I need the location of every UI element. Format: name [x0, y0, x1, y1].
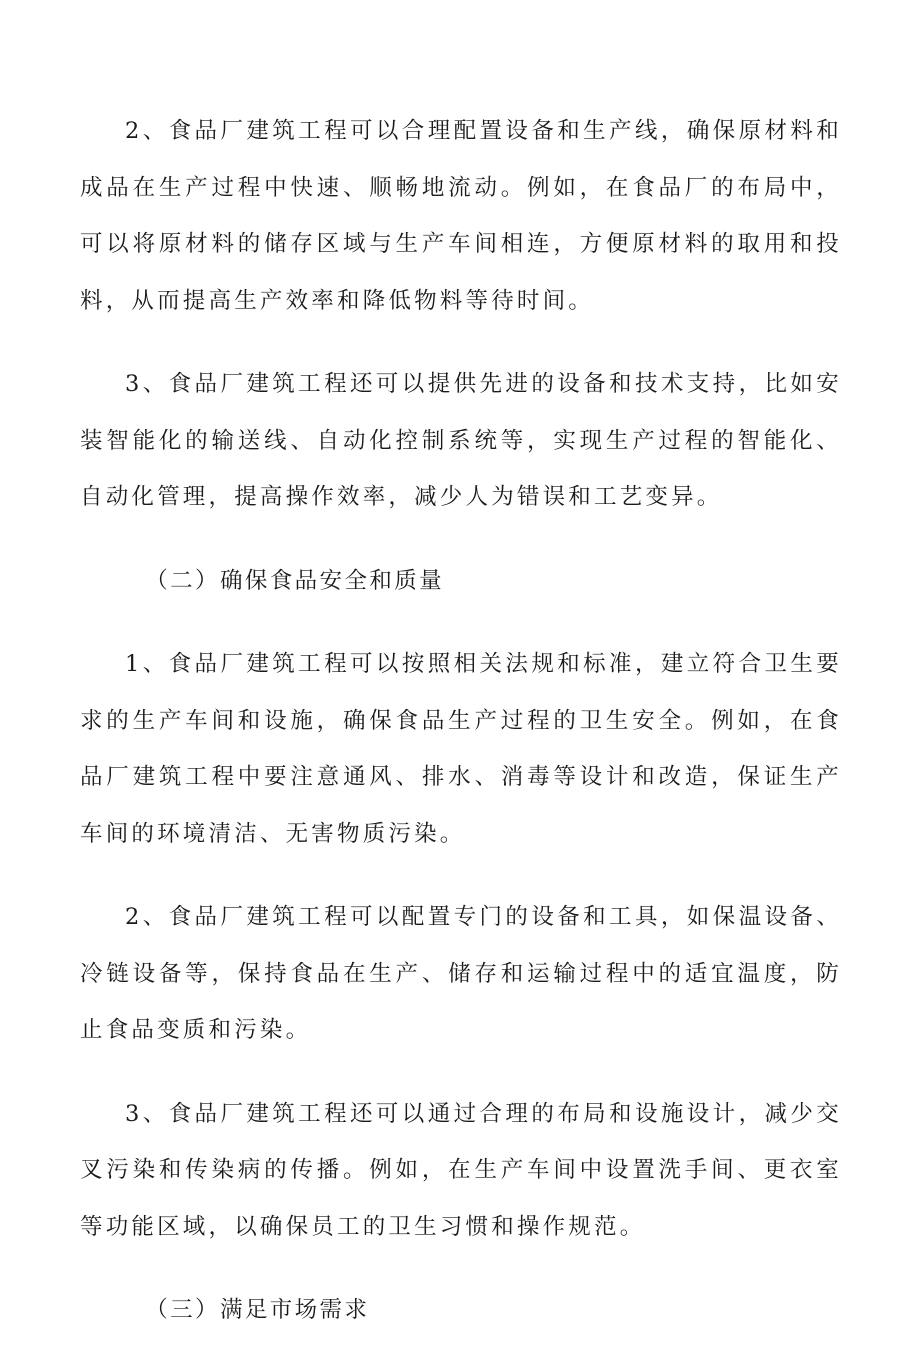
paragraph-3-cross-contamination: 3、食品厂建筑工程还可以通过合理的布局和设施设计，减少交叉污染和传染病的传播。例如，在生产车间中设置洗手间、更衣室等功能区域，以确保员工的卫生习惯和操作规范。 [80, 1100, 842, 1240]
section-heading-food-safety: （二）确保食品安全和质量 [145, 567, 445, 594]
paragraph-2-cold-chain: 2、食品厂建筑工程可以配置专门的设备和工具，如保温设备、冷链设备等，保持食品在生产、储存和运输过程中的适宜温度，防止食品变质和污染。 [80, 904, 842, 1043]
document-body [80, 103, 842, 1366]
paragraph-2-production-line: 2、食品厂建筑工程可以合理配置设备和生产线，确保原材料和成品在生产过程中快速、顺畅地流动。例如，在食品厂的布局中，可以将原材料的储存区域与生产车间相连，方便原材料的取用和投料，从而提高生产效率和降低物料等待时间。 [80, 118, 842, 314]
paragraph-3-advanced-equipment: 3、食品厂建筑工程还可以提供先进的设备和技术支持，比如安装智能化的输送线、自动化控制系统等，实现生产过程的智能化、自动化管理，提高操作效率，减少人为错误和工艺变异。 [80, 371, 842, 510]
paragraph-1-hygiene-standards: 1、食品厂建筑工程可以按照相关法规和标准，建立符合卫生要求的生产车间和设施，确保食品生产过程的卫生安全。例如，在食品厂建筑工程中要注意通风、排水、消毒等设计和改造，保证生产车间的环境清洁、无害物质污染。 [80, 651, 842, 847]
section-heading-market-demand: （三）满足市场需求 [145, 1297, 370, 1323]
